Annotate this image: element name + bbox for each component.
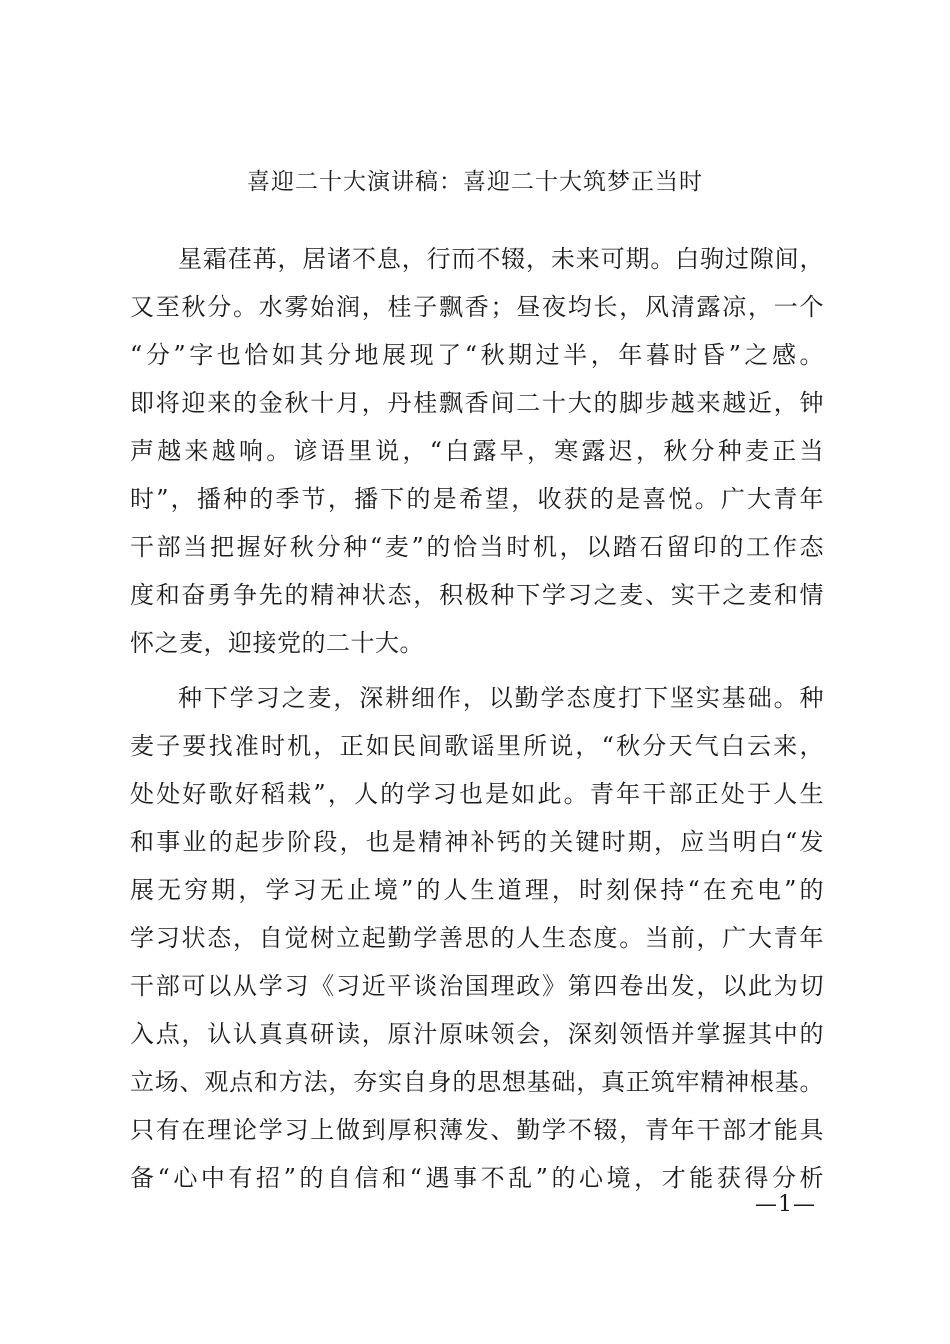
text-line: 怀之麦，迎接党的二十大。 [130,629,424,657]
paragraph-gap [130,667,824,674]
text-line: 度和奋勇争先的精神状态，积极种下学习之麦、实干之麦和情 [130,581,824,609]
text-line: 即将迎来的金秋十月，丹桂飘香间二十大的脚步越来越近，钟 [130,389,824,417]
text-line: 备“心中有招”的自信和“遇事不乱”的心境，才能获得分析 [130,1164,824,1192]
paragraph-1 [130,235,824,667]
text-line: 时”，播种的季节，播下的是希望，收获的是喜悦。广大青年 [130,485,824,513]
document-body [130,235,824,1202]
text-line: 种下学习之麦，深耕细作，以勤学态度打下坚实基础。种 [178,684,824,712]
page-number: —1— [755,1192,816,1217]
text-line: “分”字也恰如其分地展现了“秋期过半，年暮时昏”之感。 [130,341,824,369]
paragraph-2 [130,674,824,1202]
text-line: 入点，认认真真研读，原汁原味领会，深刻领悟并掌握其中的 [130,1020,824,1048]
text-line: 星霜荏苒，居诸不息，行而不辍，未来可期。白驹过隙间， [178,245,824,273]
text-line: 学习状态，自觉树立起勤学善思的人生态度。当前，广大青年 [130,924,824,952]
text-line: 立场、观点和方法，夯实自身的思想基础，真正筑牢精神根基。 [130,1068,824,1096]
text-line: 展无穷期，学习无止境”的人生道理，时刻保持“在充电”的 [130,876,824,904]
text-line: 声越来越响。谚语里说，“白露早，寒露迟，秋分种麦正当 [130,437,824,465]
text-line: 麦子要找准时机，正如民间歌谣里所说，“秋分天气白云来， [130,732,824,760]
text-line: 只有在理论学习上做到厚积薄发、勤学不辍，青年干部才能具 [130,1116,824,1144]
text-line: 和事业的起步阶段，也是精神补钙的关键时期，应当明白“发 [130,828,824,856]
text-line: 干部当把握好秋分种“麦”的恰当时机，以踏石留印的工作态 [130,533,824,561]
text-line: 处处好歌好稻栽”，人的学习也是如此。青年干部正处于人生 [130,780,824,808]
text-line: 干部可以从学习《习近平谈治国理政》第四卷出发，以此为切 [130,972,824,1000]
document-title: 喜迎二十大演讲稿：喜迎二十大筑梦正当时 [247,169,703,195]
text-line: 又至秋分。水雾始润，桂子飘香；昼夜均长，风清露凉，一个 [130,293,824,321]
